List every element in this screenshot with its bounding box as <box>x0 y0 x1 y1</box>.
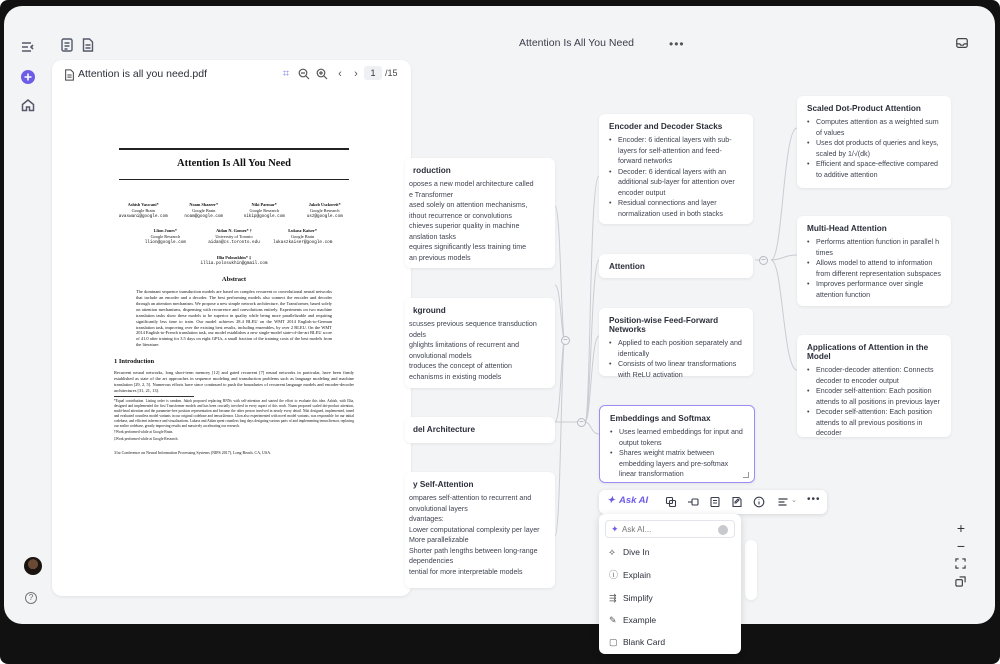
node-title: Attention <box>609 262 645 271</box>
author-block <box>296 202 355 219</box>
footnote: †Work performed while at Google Brain. <box>114 430 174 435</box>
author-name: Jakob Uszkoreit* <box>308 202 341 207</box>
node-bullet: • Improves performance over single attention function <box>807 279 941 300</box>
pdf-page <box>114 148 354 455</box>
app-window <box>4 6 995 647</box>
dive-in-icon: ⟡ <box>609 547 615 557</box>
new-item-icon[interactable] <box>19 68 37 86</box>
author-email: illia.polosukhin@gmail.com <box>200 260 268 266</box>
author-name: Illia Polosukhin* ‡ <box>216 254 252 260</box>
node-bullet: • Decoder self-attention: Each position attends to all previous positions in decoder <box>807 407 941 439</box>
menu-item-label: Simplify <box>623 593 653 603</box>
node-title: Multi-Head Attention <box>807 224 887 233</box>
simplify-icon: ⇶ <box>609 593 617 603</box>
footnote: *Equal contribution. Listing order is random. Jakob proposed replacing RNNs with self-attention and started the effort to evaluate this idea. Ashish, with Illia, designed and implemented the first Transformer models and has been crucially involved in every aspect of this work. Noam proposed scaled dot-product attention, multi-head attention and the parameter-free position representation and became the other person involved in nearly every detail. Niki designed, implemented, tuned and evaluated countless model variants in our original codebase and tensor2tensor. Llion also experimented with novel model variants, was responsible for our initial codebase, and efficient inference and visualizations. Lukasz and Aidan spent countless long days designing various parts of and implementing tensor2tensor, replacing our earlier codebase, greatly improving results and massively accelerating our research. <box>114 399 354 428</box>
top-bar <box>52 28 995 60</box>
node-bullet: onvolutional models <box>409 351 472 360</box>
author-block <box>132 228 199 245</box>
node-title: Embeddings and Softmax <box>610 414 711 423</box>
notes-view-icon[interactable] <box>79 36 97 54</box>
node-bullet: odels <box>409 330 426 339</box>
author-email: nikip@google.com <box>243 213 285 219</box>
zoom-out-icon[interactable] <box>298 68 310 80</box>
node-title: roduction <box>413 166 451 175</box>
authors-row-1 <box>114 202 354 219</box>
node-bullet: echanisms in existing models <box>409 372 502 381</box>
align-icon[interactable] <box>777 496 789 508</box>
zoom-out-icon[interactable]: − <box>956 538 966 554</box>
ask-ai-menu <box>599 514 741 654</box>
author-block <box>175 202 234 219</box>
author-name: Noam Shazeer* <box>189 202 219 207</box>
node-bullet: • Computes attention as a weighted sum of values <box>807 117 941 138</box>
node-bullet: onvolutional layers <box>409 504 468 513</box>
node-model-architecture[interactable] <box>405 417 555 443</box>
example-icon: ✎ <box>609 615 617 625</box>
avatar[interactable] <box>24 557 42 575</box>
node-title: Encoder and Decoder Stacks <box>609 122 723 131</box>
node-bullet: Shorter path lengths between long-range <box>409 546 538 555</box>
info-icon[interactable] <box>753 496 765 508</box>
ask-ai-button[interactable] <box>607 495 648 506</box>
menu-item-label: Dive In <box>623 547 650 557</box>
node-multi-head-attention[interactable] <box>797 216 951 306</box>
crop-icon[interactable]: ⌗ <box>282 68 290 80</box>
copy-card-icon[interactable] <box>665 496 677 508</box>
node-bullet: • Encoder-decoder attention: Connects decoder to encoder output <box>807 365 941 386</box>
sparkle-icon: ✦ <box>611 524 619 534</box>
node-background[interactable] <box>405 298 555 388</box>
author-block <box>114 202 173 219</box>
zoom-in-icon[interactable] <box>316 68 328 80</box>
venue-footer: 31st Conference on Neural Information Processing Systems (NIPS 2017), Long Beach, CA, USA. <box>114 450 272 456</box>
node-bullet: chieves superior quality in machine <box>409 222 520 230</box>
prev-page-icon[interactable]: ‹ <box>338 68 342 80</box>
node-bullet: • Shares weight matrix between embedding layers and pre-softmax linear transformation <box>610 448 744 480</box>
home-icon[interactable] <box>19 96 37 114</box>
node-embeddings-softmax[interactable] <box>599 405 755 483</box>
node-bullet: equires significantly less training time <box>409 243 527 251</box>
author-email: aidan@cs.toronto.edu <box>208 239 260 245</box>
intro-text: Recurrent neural networks, long short-term memory [12] and gated recurrent [7] neural networks in particular, have been firmly established as state of the art approaches in sequence modeling and transduction problems such as language modeling and machine translation [29, 2, 5]. Numerous efforts have since continued to push the boundaries of recurrent language models and encoder-decoder architectures [31, 21, 13]. <box>114 369 354 393</box>
node-title: Position-wise Feed-Forward Networks <box>609 316 719 334</box>
layout-icon[interactable] <box>955 576 966 587</box>
node-bullet: • Applied to each position separately and identically <box>609 338 743 359</box>
node-items <box>599 338 753 386</box>
sidebar-toggle-icon[interactable] <box>19 38 37 56</box>
author-email: llion@google.com <box>144 239 186 245</box>
node-hidden <box>745 540 757 600</box>
node-title: Applications of Attention in the Model <box>807 343 929 361</box>
explain-icon: ⓘ <box>609 570 619 580</box>
node-bullet: • Residual connections and layer normalization used in both stacks <box>609 198 743 219</box>
author-org: Google Brain <box>192 207 216 213</box>
author-name: Aidan N. Gomez* † <box>216 228 252 234</box>
node-bullet: • Consists of two linear transformations with ReLU activation <box>609 359 743 380</box>
author-org: Google Research <box>150 234 181 240</box>
node-bullet: tential for more interpretable models <box>409 567 523 576</box>
node-bullet: dvantages: <box>409 515 444 523</box>
node-bullet: • Performs attention function in parallel h times <box>807 237 941 258</box>
node-items <box>405 179 555 269</box>
node-bullet: • Encoder self-attention: Each position attends to all positions in previous layer <box>807 386 941 407</box>
blank-card-icon: ▢ <box>609 637 618 647</box>
pdf-filename: Attention is all you need.pdf <box>78 68 208 80</box>
document-view-icon[interactable] <box>58 36 76 54</box>
abstract-heading: Abstract <box>221 276 247 284</box>
pdf-header <box>52 60 411 90</box>
edit-note-icon[interactable] <box>731 496 743 508</box>
document-title[interactable]: Attention Is All You Need <box>519 37 635 49</box>
node-toolbar <box>599 490 827 514</box>
more-options-icon[interactable]: ••• <box>669 37 685 51</box>
ask-ai-input-wrapper <box>605 520 735 538</box>
author-name: Łukasz Kaiser* <box>288 228 318 234</box>
ask-ai-label: Ask AI <box>618 495 649 506</box>
inbox-icon[interactable] <box>955 36 969 50</box>
paper-title: Attention Is All You Need <box>177 158 291 169</box>
chevron-down-icon[interactable]: ⌄ <box>791 497 797 504</box>
help-icon[interactable]: ? <box>25 592 37 604</box>
node-encoder-decoder[interactable] <box>599 114 753 224</box>
authors-row-2 <box>114 228 354 245</box>
author-block <box>269 228 336 245</box>
resize-handle[interactable] <box>743 472 749 478</box>
node-bullet: • Uses dot products of queries and keys, scaled by 1/√(dk) <box>807 138 941 159</box>
collapse-toggle[interactable]: – <box>759 256 768 265</box>
node-items <box>797 237 951 306</box>
author-org: Google Brain <box>291 234 315 240</box>
pdf-viewer <box>52 60 411 596</box>
node-bullet: • Uses learned embeddings for input and output tokens <box>610 427 744 448</box>
send-icon[interactable] <box>718 525 728 535</box>
footnote-rule <box>114 396 194 397</box>
node-bullet: Lower computational complexity per layer <box>409 525 540 534</box>
node-bullet: ghlights limitations of recurrent and <box>409 341 520 349</box>
author-org: Google Brain <box>131 207 155 213</box>
note-icon[interactable] <box>709 496 721 508</box>
node-items <box>405 493 555 583</box>
author-block <box>235 202 294 219</box>
author-email: usz@google.com <box>306 213 343 219</box>
node-items <box>599 135 753 225</box>
author-last <box>114 255 354 267</box>
node-items <box>797 117 951 186</box>
intro-heading: 1 Introduction <box>114 357 155 365</box>
node-positionwise-ffn[interactable] <box>599 308 753 379</box>
zoom-in-icon[interactable]: + <box>956 520 966 536</box>
page-number-input[interactable]: 1 <box>364 66 382 80</box>
node-title: Scaled Dot-Product Attention <box>807 104 921 113</box>
author-block <box>201 228 268 245</box>
node-bullet: scusses previous sequence transduction <box>409 320 537 328</box>
node-bullet: • Decoder: 6 identical layers with an additional sub-layer for attention over encoder output <box>609 167 743 199</box>
node-bullet: troduces the concept of attention <box>409 362 512 370</box>
author-email: lukaszkaiser@google.com <box>273 239 333 245</box>
abstract-text: The dominant sequence transduction models are based on complex recurrent or convolutional neural networks that include an encoder and a decoder. The best performing models also connect the encoder and decoder through an attention mechanism. We propose a new simple network architecture, the Transformer, based solely on attention mechanisms, dispensing with recurrence and convolutions entirely. Experiments on two machine translation tasks show these models to be superior in quality while being more parallelizable and requiring significantly less time to train. Our model achieves 28.4 BLEU on the WMT 2014 English-to-German translation task, improving over the existing best results, including ensembles, by over 2 BLEU. On the WMT 2014 English-to-French translation task, our model establishes a new single-model state-of-the-art BLEU score of 41.0 after training for 3.5 days on eight GPUs, a small fraction of the training costs of the best models from the literature. <box>136 289 332 348</box>
author-name: Ashish Vaswani* <box>127 202 159 207</box>
node-items <box>797 365 951 445</box>
node-applications-of-attention[interactable] <box>797 335 951 437</box>
node-bullet: an previous models <box>409 253 471 262</box>
sparkle-icon: ✦ <box>607 495 615 506</box>
node-bullet: dependencies <box>409 557 454 565</box>
add-child-icon[interactable] <box>687 496 699 508</box>
node-bullet: ompares self-attention to recurrent and <box>409 494 532 502</box>
node-bullet: e Transformer <box>409 190 454 199</box>
author-name: Niki Parmar* <box>251 202 277 207</box>
node-scaled-dot-product[interactable] <box>797 96 951 188</box>
ask-ai-input[interactable] <box>622 523 716 535</box>
node-title: y Self-Attention <box>413 480 474 489</box>
author-email: avaswani@google.com <box>118 213 168 219</box>
node-bullet: • Efficient and space-effective compared to additive attention <box>807 159 941 180</box>
node-items <box>405 319 555 388</box>
node-bullet: oposes a new model architecture called <box>409 180 534 188</box>
file-icon <box>64 69 75 81</box>
fit-screen-icon[interactable] <box>955 558 966 569</box>
author-org: University of Toronto <box>215 234 253 240</box>
footnote: ‡Work performed while at Google Research. <box>114 437 179 442</box>
menu-item-label: Blank Card <box>623 637 666 647</box>
collapse-toggle[interactable]: – <box>561 336 570 345</box>
node-introduction[interactable] <box>405 158 555 268</box>
menu-item-label: Explain <box>623 570 651 580</box>
author-email: noam@google.com <box>184 213 224 219</box>
node-bullet: • Allows model to attend to information from different representation subspaces <box>807 258 941 279</box>
node-bullet: ased solely on attention mechanisms, <box>409 201 528 209</box>
node-bullet: • Encoder: 6 identical layers with sub-layers for self-attention and feed-forward networks <box>609 135 743 167</box>
node-bullet: ithout recurrence or convolutions <box>409 211 512 220</box>
node-title: kground <box>413 306 446 315</box>
title-rule-bottom <box>119 179 349 180</box>
node-bullet: anslation tasks <box>409 232 456 241</box>
node-self-attention[interactable] <box>405 472 555 588</box>
node-attention[interactable] <box>599 254 753 278</box>
menu-item-label: Example <box>623 615 657 625</box>
left-rail <box>4 6 52 624</box>
node-bullet: More parallelizable <box>409 536 469 544</box>
more-icon[interactable]: ••• <box>807 494 821 505</box>
next-page-icon[interactable]: › <box>354 68 358 80</box>
author-org: Google Research <box>249 207 279 213</box>
author-org: Google Research <box>310 207 340 213</box>
node-title: del Architecture <box>413 425 476 434</box>
collapse-toggle[interactable]: – <box>577 418 586 427</box>
page-total: /15 <box>385 68 398 78</box>
node-items <box>600 427 754 486</box>
author-name: Llion Jones* <box>153 228 177 234</box>
